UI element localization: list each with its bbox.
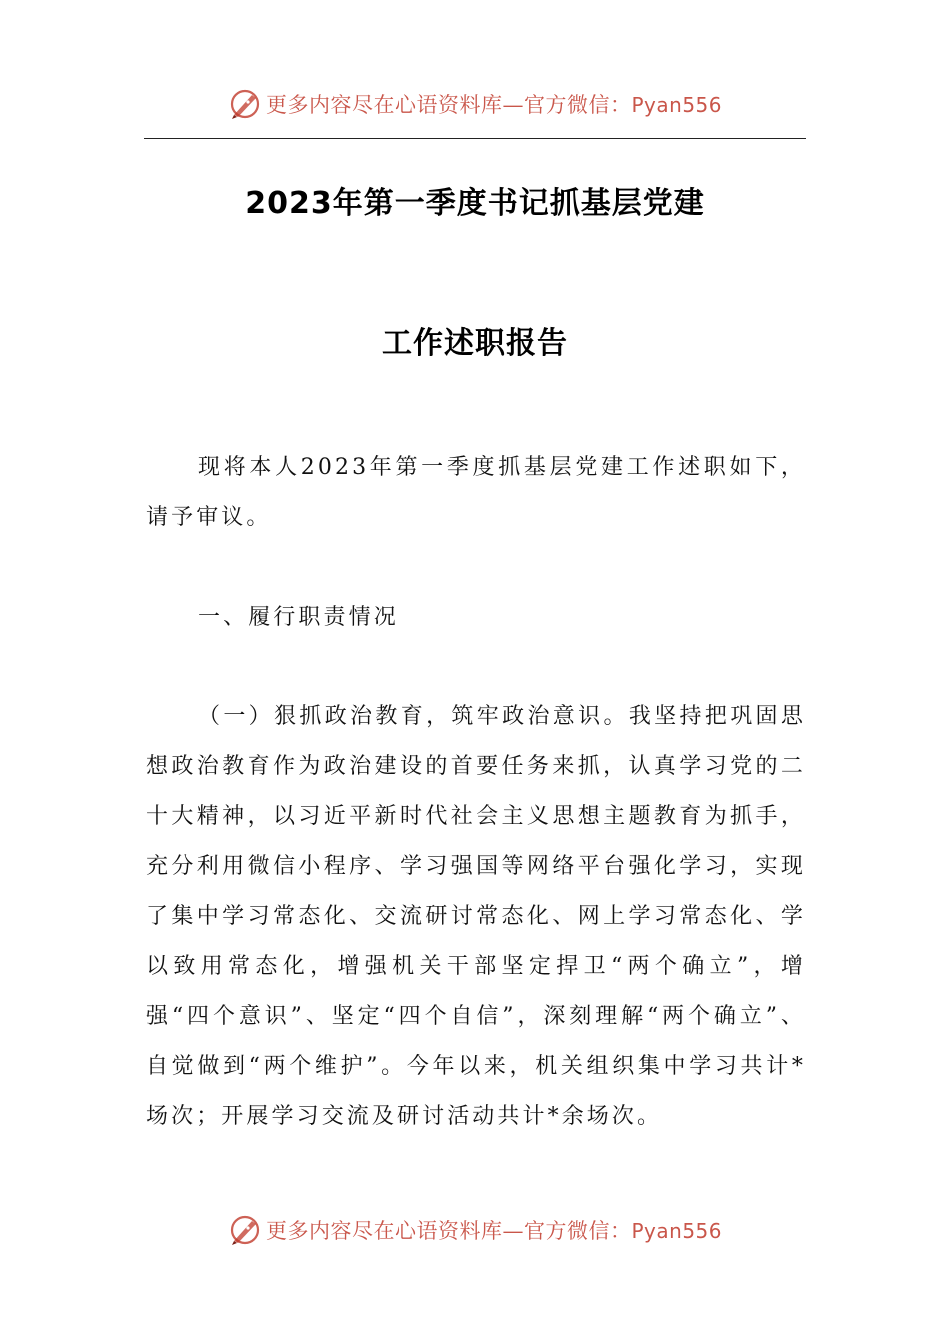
footer-banner-main: 更多内容尽在心语资料库 (265, 1219, 503, 1243)
header-banner-wechat-id: Pyan556 (631, 93, 722, 117)
footer-banner-wechat-label: 官方微信： (523, 1219, 632, 1243)
header-banner-wechat-label: 官方微信： (523, 93, 632, 117)
body-paragraph: （一）狠抓政治教育，筑牢政治意识。我坚持把巩固思想政治教育作为政治建设的首要任务来抓，认真学习党的二十大精神，以习近平新时代社会主义思想主题教育为抓手，充分利用微信小程序、学习强国等网络平台强化学习，实现了集中学习常态化、交流研讨常态化、网上学习常态化、学以致用常态化，增强机关干部坚定捍卫“两个确立”，增强“四个意识”、坚定“四个自信”，深刻理解“两个确立”、自觉做到“两个维护”。今年以来，机关组织集中学习共计*场次；开展学习交流及研讨活动共计*余场次。 (146, 704, 806, 1129)
header-banner-main: 更多内容尽在心语资料库 (265, 93, 503, 117)
document-title-line1: 2023年第一季度书记抓基层党建 (245, 186, 705, 221)
footer-banner-wechat-id: Pyan556 (631, 1219, 722, 1243)
pen-logo-icon (228, 1213, 262, 1247)
header-banner (0, 84, 950, 124)
section-heading: 一、履行职责情况 (198, 605, 399, 630)
header-banner-text (266, 89, 722, 119)
pen-logo-icon (228, 87, 262, 121)
footer-banner-separator: — (502, 1219, 524, 1243)
intro-paragraph: 现将本人2023年第一季度抓基层党建工作述职如下，请予审议。 (146, 455, 806, 530)
footer-banner-text (266, 1215, 722, 1245)
document-title-line2: 工作述职报告 (382, 326, 568, 361)
header-banner-separator: — (502, 93, 524, 117)
footer-banner (0, 1210, 950, 1250)
header-divider (144, 138, 806, 139)
